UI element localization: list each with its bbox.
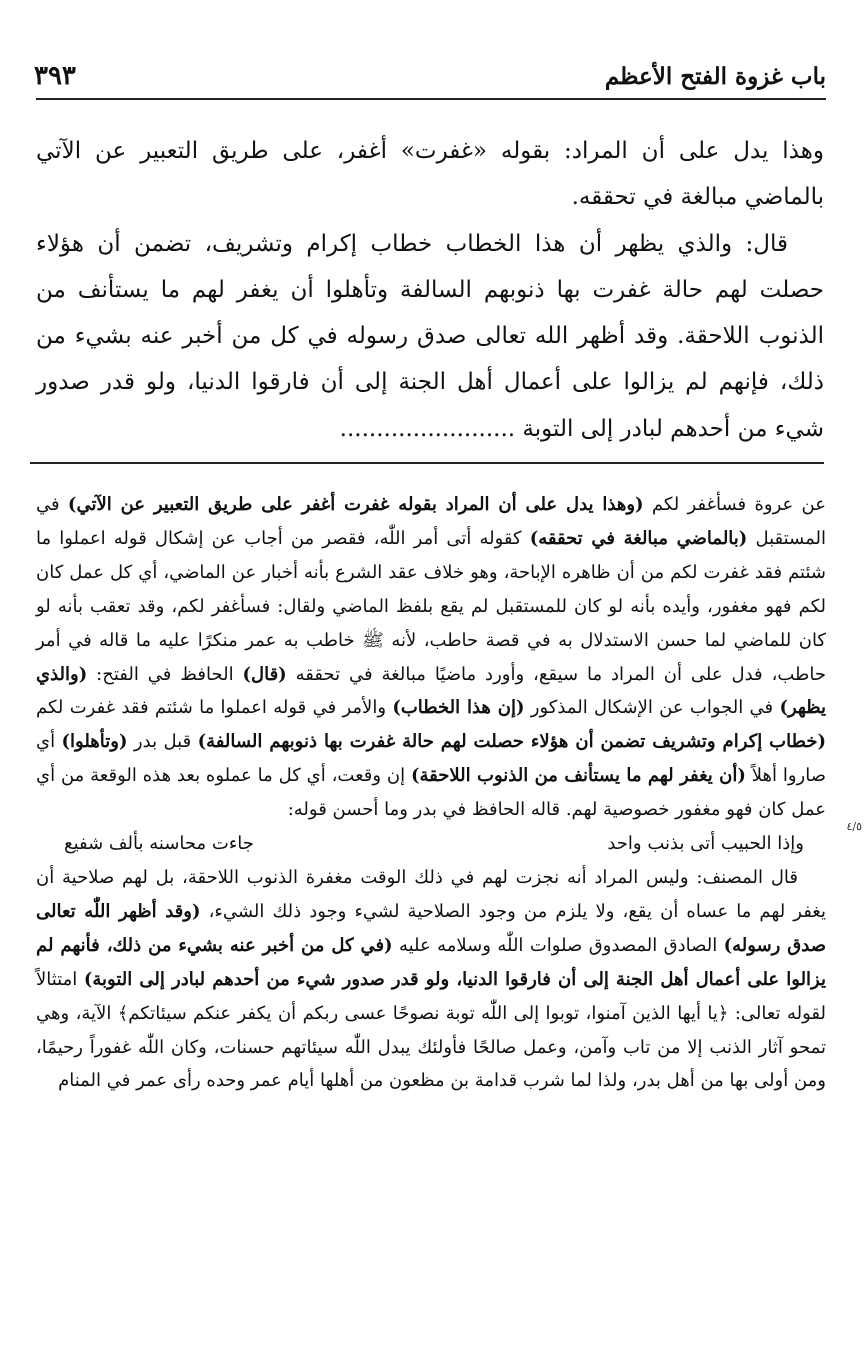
quoted-matn: (وهذا يدل على أن المراد بقوله غفرت أغفر على طريق التعبير عن الآتي) (67, 494, 644, 515)
commentary-paragraph (36, 488, 826, 827)
main-text-paragraph: وهذا يدل على أن المراد: بقوله «غفرت» أغفر، على طريق التعبير عن الآتي بالماضي مبالغة في تحققه. (36, 138, 824, 211)
main-text (36, 128, 824, 452)
commentary-span: كقوله أتى أمر اللّٰه، فقصر من أجاب عن إشكال قوله اعملوا ما شئتم فقد غفرت لكم من أن ظاهره الإباحة، وهو خلاف عقد الشرع بأنه أخبار عن الماضي، أي كل عمل كان لكم فهو مغفور، وأيده بأنه لو كان للمستقبل لم يقع بلفظ الماضي ولقال: فسأغفر لكم، وقد تعقب بأنه لو كان للماضي لما حسن الاستدلال به في قصة حاطب، لأنه ﷺ خاطب به عمر منكرًا عليه ما قاله في أمر حاطب، فدل على أن المراد ما سيقع، وأورد ماضيًا مبالغة في تحققه (36, 527, 827, 685)
quoted-matn: (وتأهلوا) (61, 731, 128, 753)
commentary-span: في الجواب عن الإشكال المذكور (524, 697, 780, 719)
commentary-span: عن عروة فسأغفر لكم (643, 494, 826, 515)
commentary-span: والأمر في قوله اعملوا ما شئتم فقد غفرت لكم (36, 697, 393, 719)
commentary-span: الحافظ في الفتح: (87, 663, 243, 685)
quoted-matn: (أن يغفر لهم ما يستأنف من الذنوب اللاحقة) (410, 765, 746, 787)
main-text-paragraph: قال: والذي يظهر أن هذا الخطاب خطاب إكرام وتشريف، تضمن أن هؤلاء حصلت لهم حالة غفرت بها ذنوبهم السالفة وتأهلوا أن يغفر لهم ما يستأنف من الذنوب اللاحقة. وقد أظهر الله تعالى صدق رسوله في كل من أخبر عنه بشيء من ذلك، فإنهم لم يزالوا على أعمال أهل الجنة إلى أن فارقوا الدنيا، ولو قدر صدور شيء من أحدهم لبادر إلى التوبة ........................ (36, 230, 824, 442)
poetry-verse (36, 827, 826, 861)
quoted-matn: (خطاب إكرام وتشريف تضمن أن هؤلاء حصلت لهم حالة غفرت بها ذنوبهم السالفة) (197, 731, 827, 753)
page-header (34, 56, 826, 96)
quoted-matn: (وقد أظهر اللّٰه تعالى صدق رسوله) (36, 900, 826, 956)
quoted-matn: (والذي يظهر) (36, 663, 826, 719)
verse-second-hemistich: جاءت محاسنه بألف شفيع (64, 833, 254, 855)
quoted-matn: (في كل من أخبر عنه بشيء من ذلك، فأنهم لم يزالوا على أعمال أهل الجنة إلى أن فارقوا الدنيا، ولو قدر صدور شيء من أحدهم لبادر إلى التوبة) (36, 934, 827, 990)
commentary-span: قبل بدر (127, 731, 198, 753)
header-divider (36, 98, 826, 100)
commentary-span: الصادق المصدوق صلوات اللّٰه وسلامه عليه (392, 934, 724, 956)
commentary-divider (30, 462, 824, 464)
margin-note: ٤/٥ (846, 820, 862, 833)
commentary-span: قال المصنف: وليس المراد أنه نجزت لهم في ذلك الوقت مغفرة الذنوب اللاحقة، بل لهم صلاحية أن يغفر لهم ما عساه أن يقع، ولا يلزم من وجود الصلاحية لشيء وجود ذلك الشيء، (36, 866, 826, 922)
commentary-span: امتثالاً لقوله تعالى: ﴿يا أيها الذين آمنوا، توبوا إلى اللّٰه توبة نصوحًا عسى ربكم أن يكفر عنكم سيئاتكم﴾ الآية، وهي تمحو آثار الذنب إلا من تاب وآمن، وعمل صالحًا فأولئك يبدل اللّٰه سيئاتهم حسنات، وكان اللّٰه غفوراً رحيمًا، ومن أولى بها من أهل بدر، ولذا لما شرب قدامة بن مظعون من أهلها أيام عمر وحده رأى عمر في المنام (36, 968, 827, 1092)
page-number: ٣٩٣ (34, 61, 76, 91)
chapter-title: باب غزوة الفتح الأعظم (604, 62, 826, 90)
verse-first-hemistich: وإذا الحبيب أتى بذنب واحد (607, 833, 804, 855)
commentary-span: إن وقعت، أي كل ما عملوه بعد هذه الوقعة من أي عمل كان فهو مغفور خصوصية لهم. قاله الحافظ في بدر وما أحسن قوله: (36, 765, 826, 821)
commentary-span: أي صاروا أهلاً (36, 731, 826, 787)
commentary-text (36, 488, 826, 1098)
commentary-paragraph (36, 861, 826, 1098)
quoted-matn: (إن هذا الخطاب) (392, 697, 525, 719)
commentary-span: في المستقبل (36, 494, 826, 549)
quoted-matn: (قال) (242, 663, 287, 685)
quoted-matn: (بالماضي مبالغة في تحققه) (529, 527, 748, 549)
